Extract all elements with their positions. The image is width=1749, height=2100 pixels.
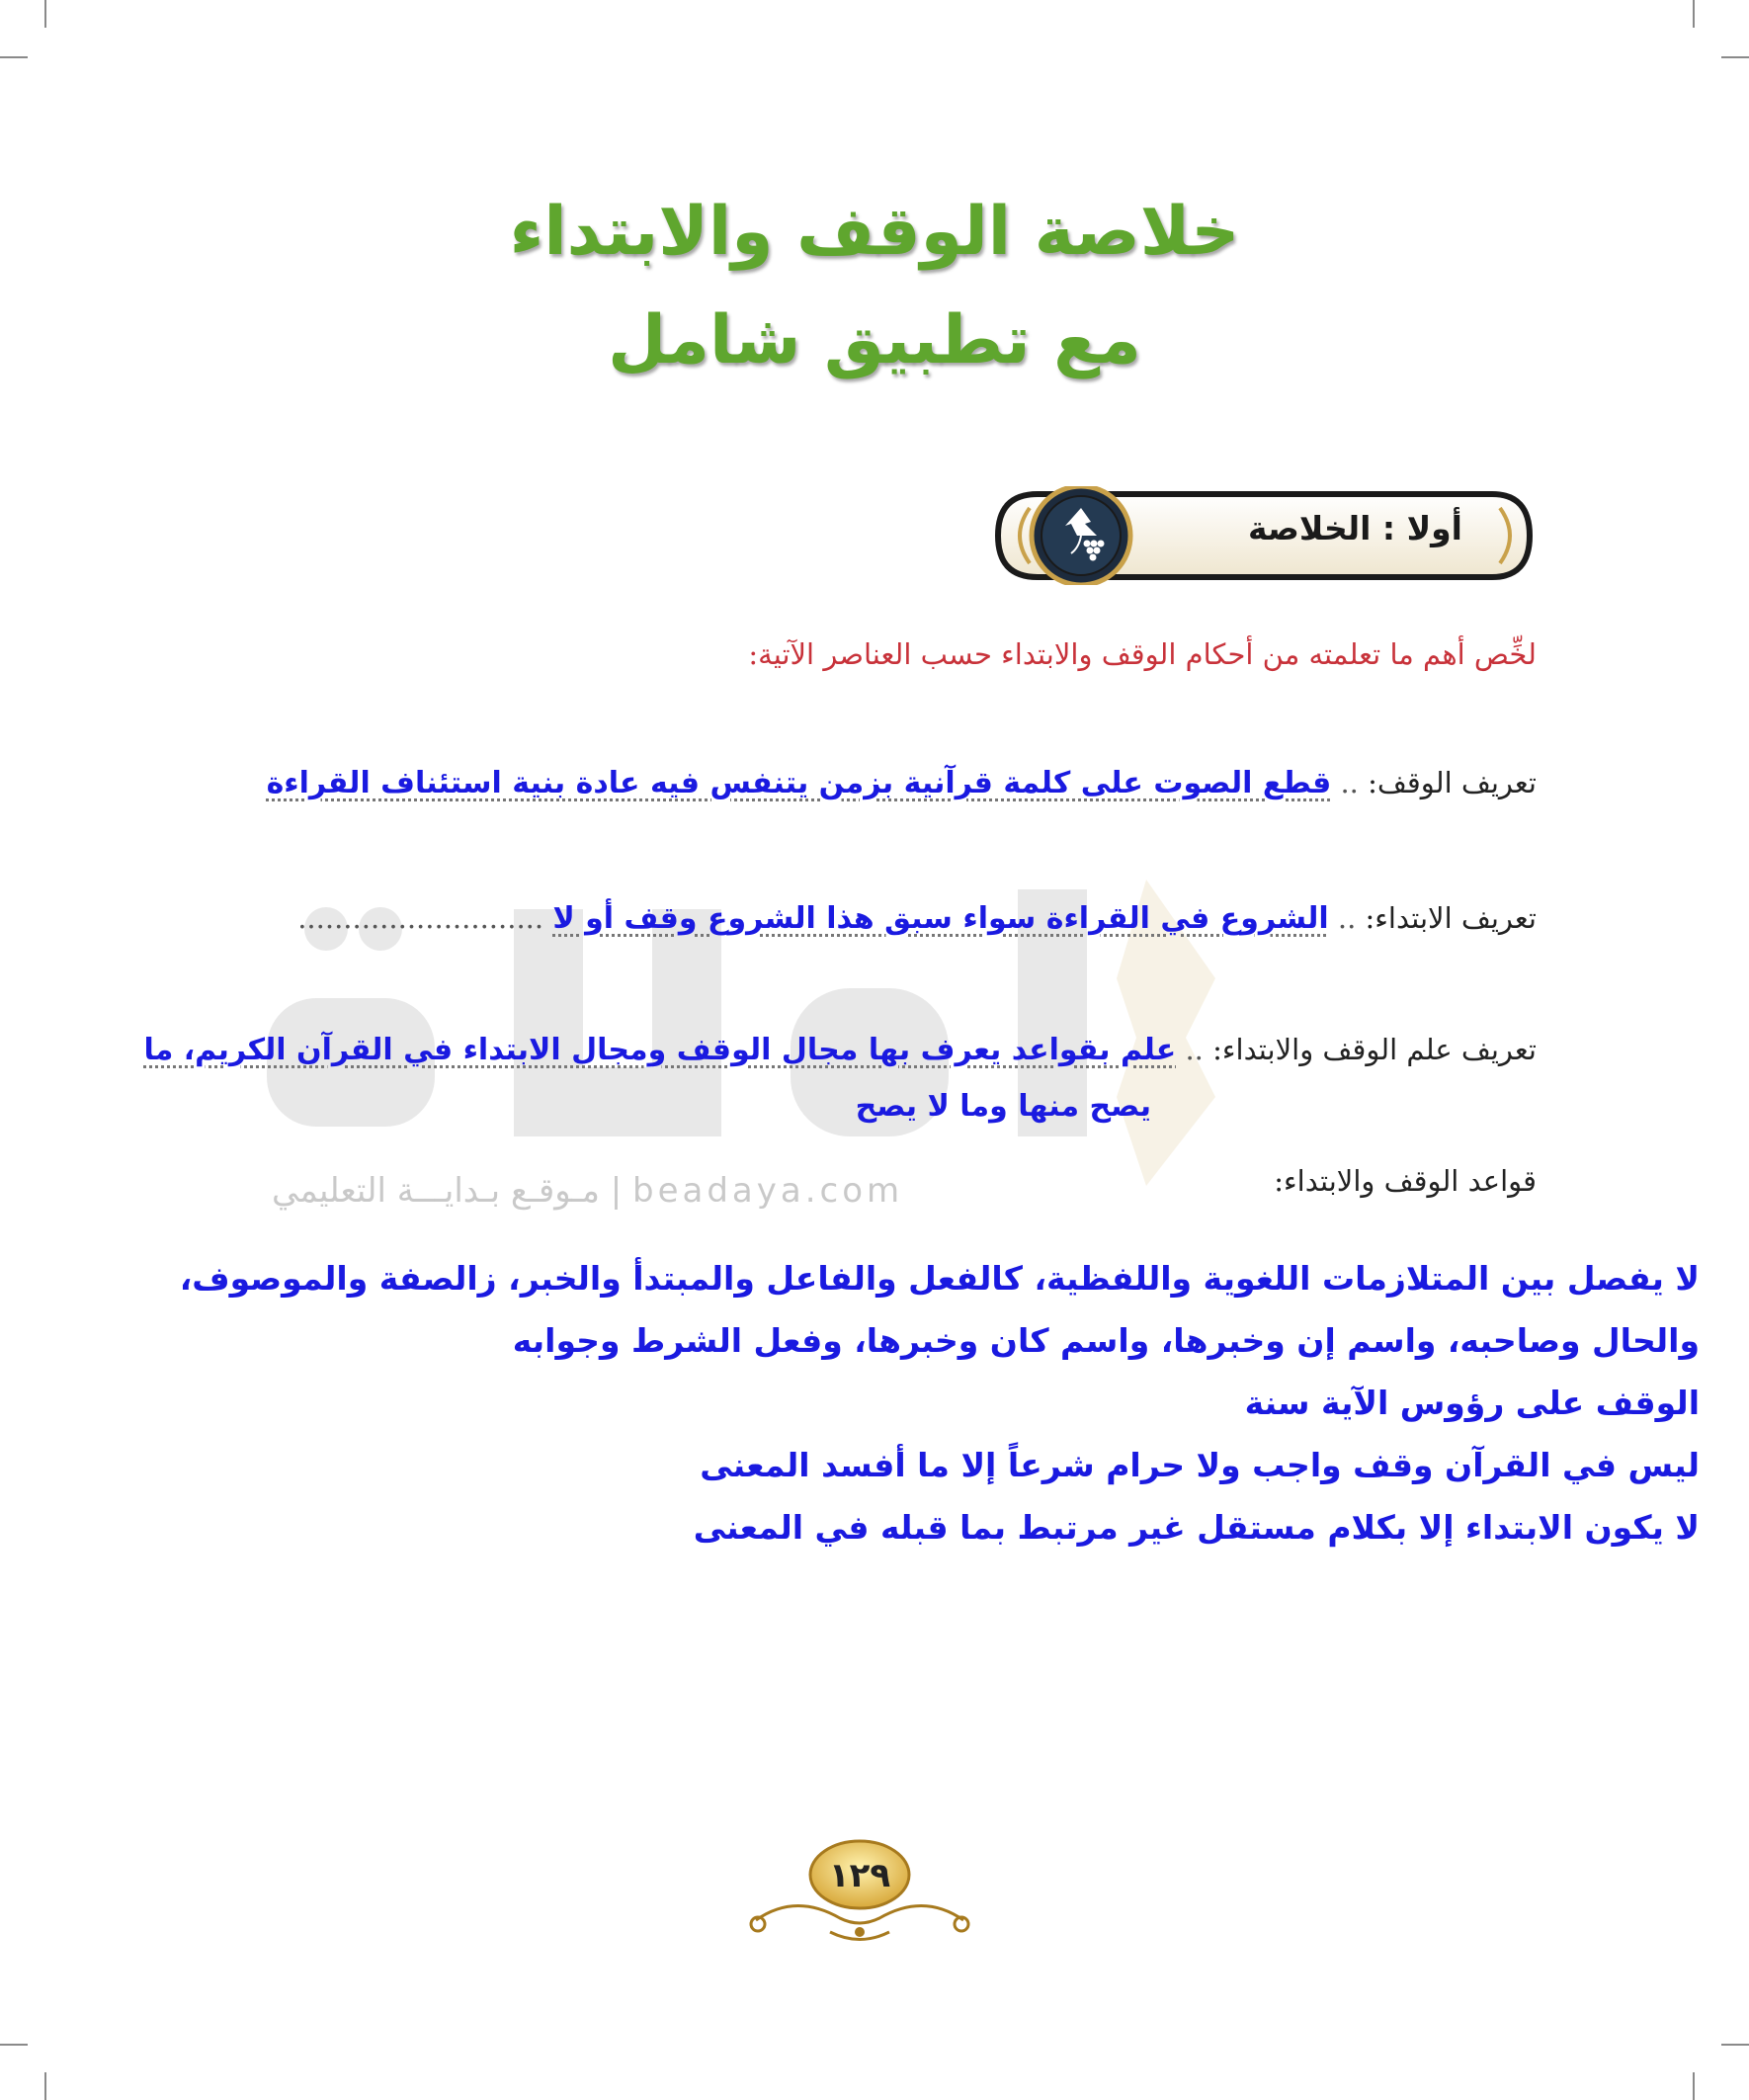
definition-label: تعريف الابتداء: [1365,901,1537,935]
definition-answer[interactable]: يصح منها وما لا يصح [855,1089,1151,1124]
grape-vine-icon [1041,496,1121,575]
definition-label: تعريف الوقف: [1368,766,1537,799]
page-number: ١٢٩ [828,1856,891,1895]
definition-waqf [35,766,1537,800]
instruction-text: لخِّص أهم ما تعلمته من أحكام الوقف والابتداء حسب العناصر الآتية: [748,637,1537,671]
rule-item[interactable]: ليس في القرآن وقف واجب ولا حرام شرعاً إلا ما أفسد المعنى [700,1446,1700,1484]
definition-answer[interactable]: علم بقواعد يعرف بها مجال الوقف ومجال الابتداء في القرآن الكريم، ما [143,1033,1177,1067]
crop-mark [44,0,46,28]
rules-list [79,1247,1700,1558]
crop-mark [0,56,28,58]
crop-mark [1721,2044,1749,2046]
crop-mark [1693,0,1695,28]
definition-ilm [15,1033,1537,1067]
crop-mark [44,2072,46,2100]
dotted-leader: .. [1185,1033,1204,1066]
definition-ibtida [35,901,1537,936]
section-banner-label: أولا : الخلاصة [1247,509,1462,547]
crop-mark [1721,56,1749,58]
crop-mark [0,2044,28,2046]
definition-answer[interactable]: قطع الصوت على كلمة قرآنية بزمن يتنفس فيه عادة بنية استئناف القراءة [266,766,1332,800]
rules-label: قواعد الوقف والابتداء: [1274,1164,1537,1198]
definition-ilm-continuation [262,1089,1151,1124]
dotted-leader: ........................... [297,901,544,935]
rule-item[interactable]: والحال وصاحبه، واسم إن وخبرها، واسم كان وخبرها، وفعل الشرط وجوابه [512,1321,1700,1360]
dotted-leader: .. [1337,901,1357,935]
definition-answer[interactable]: الشروع في القراءة سواء سبق هذا الشروع وقف أو لا [552,901,1329,936]
definition-label: تعريف علم الوقف والابتداء: [1212,1033,1537,1066]
watermark-text: مـوقـع بـدايـــة التعليمي | beadaya.com [272,1171,904,1211]
page-subtitle: مع تطبيق شامل [608,301,1141,379]
page-title: خلاصة الوقف والابتداء [509,193,1240,271]
rule-item[interactable]: لا يفصل بين المتلازمات اللغوية واللفظية، كالفعل والفاعل والمبتدأ والخبر، زالصفة والموصوف، [179,1259,1700,1298]
rule-item[interactable]: الوقف على رؤوس الآية سنة [1244,1384,1700,1422]
rule-item[interactable]: لا يكون الابتداء إلا بكلام مستقل غير مرتبط بما قبله في المعنى [693,1508,1700,1547]
crop-mark [1693,2072,1695,2100]
dotted-leader: .. [1340,766,1359,799]
